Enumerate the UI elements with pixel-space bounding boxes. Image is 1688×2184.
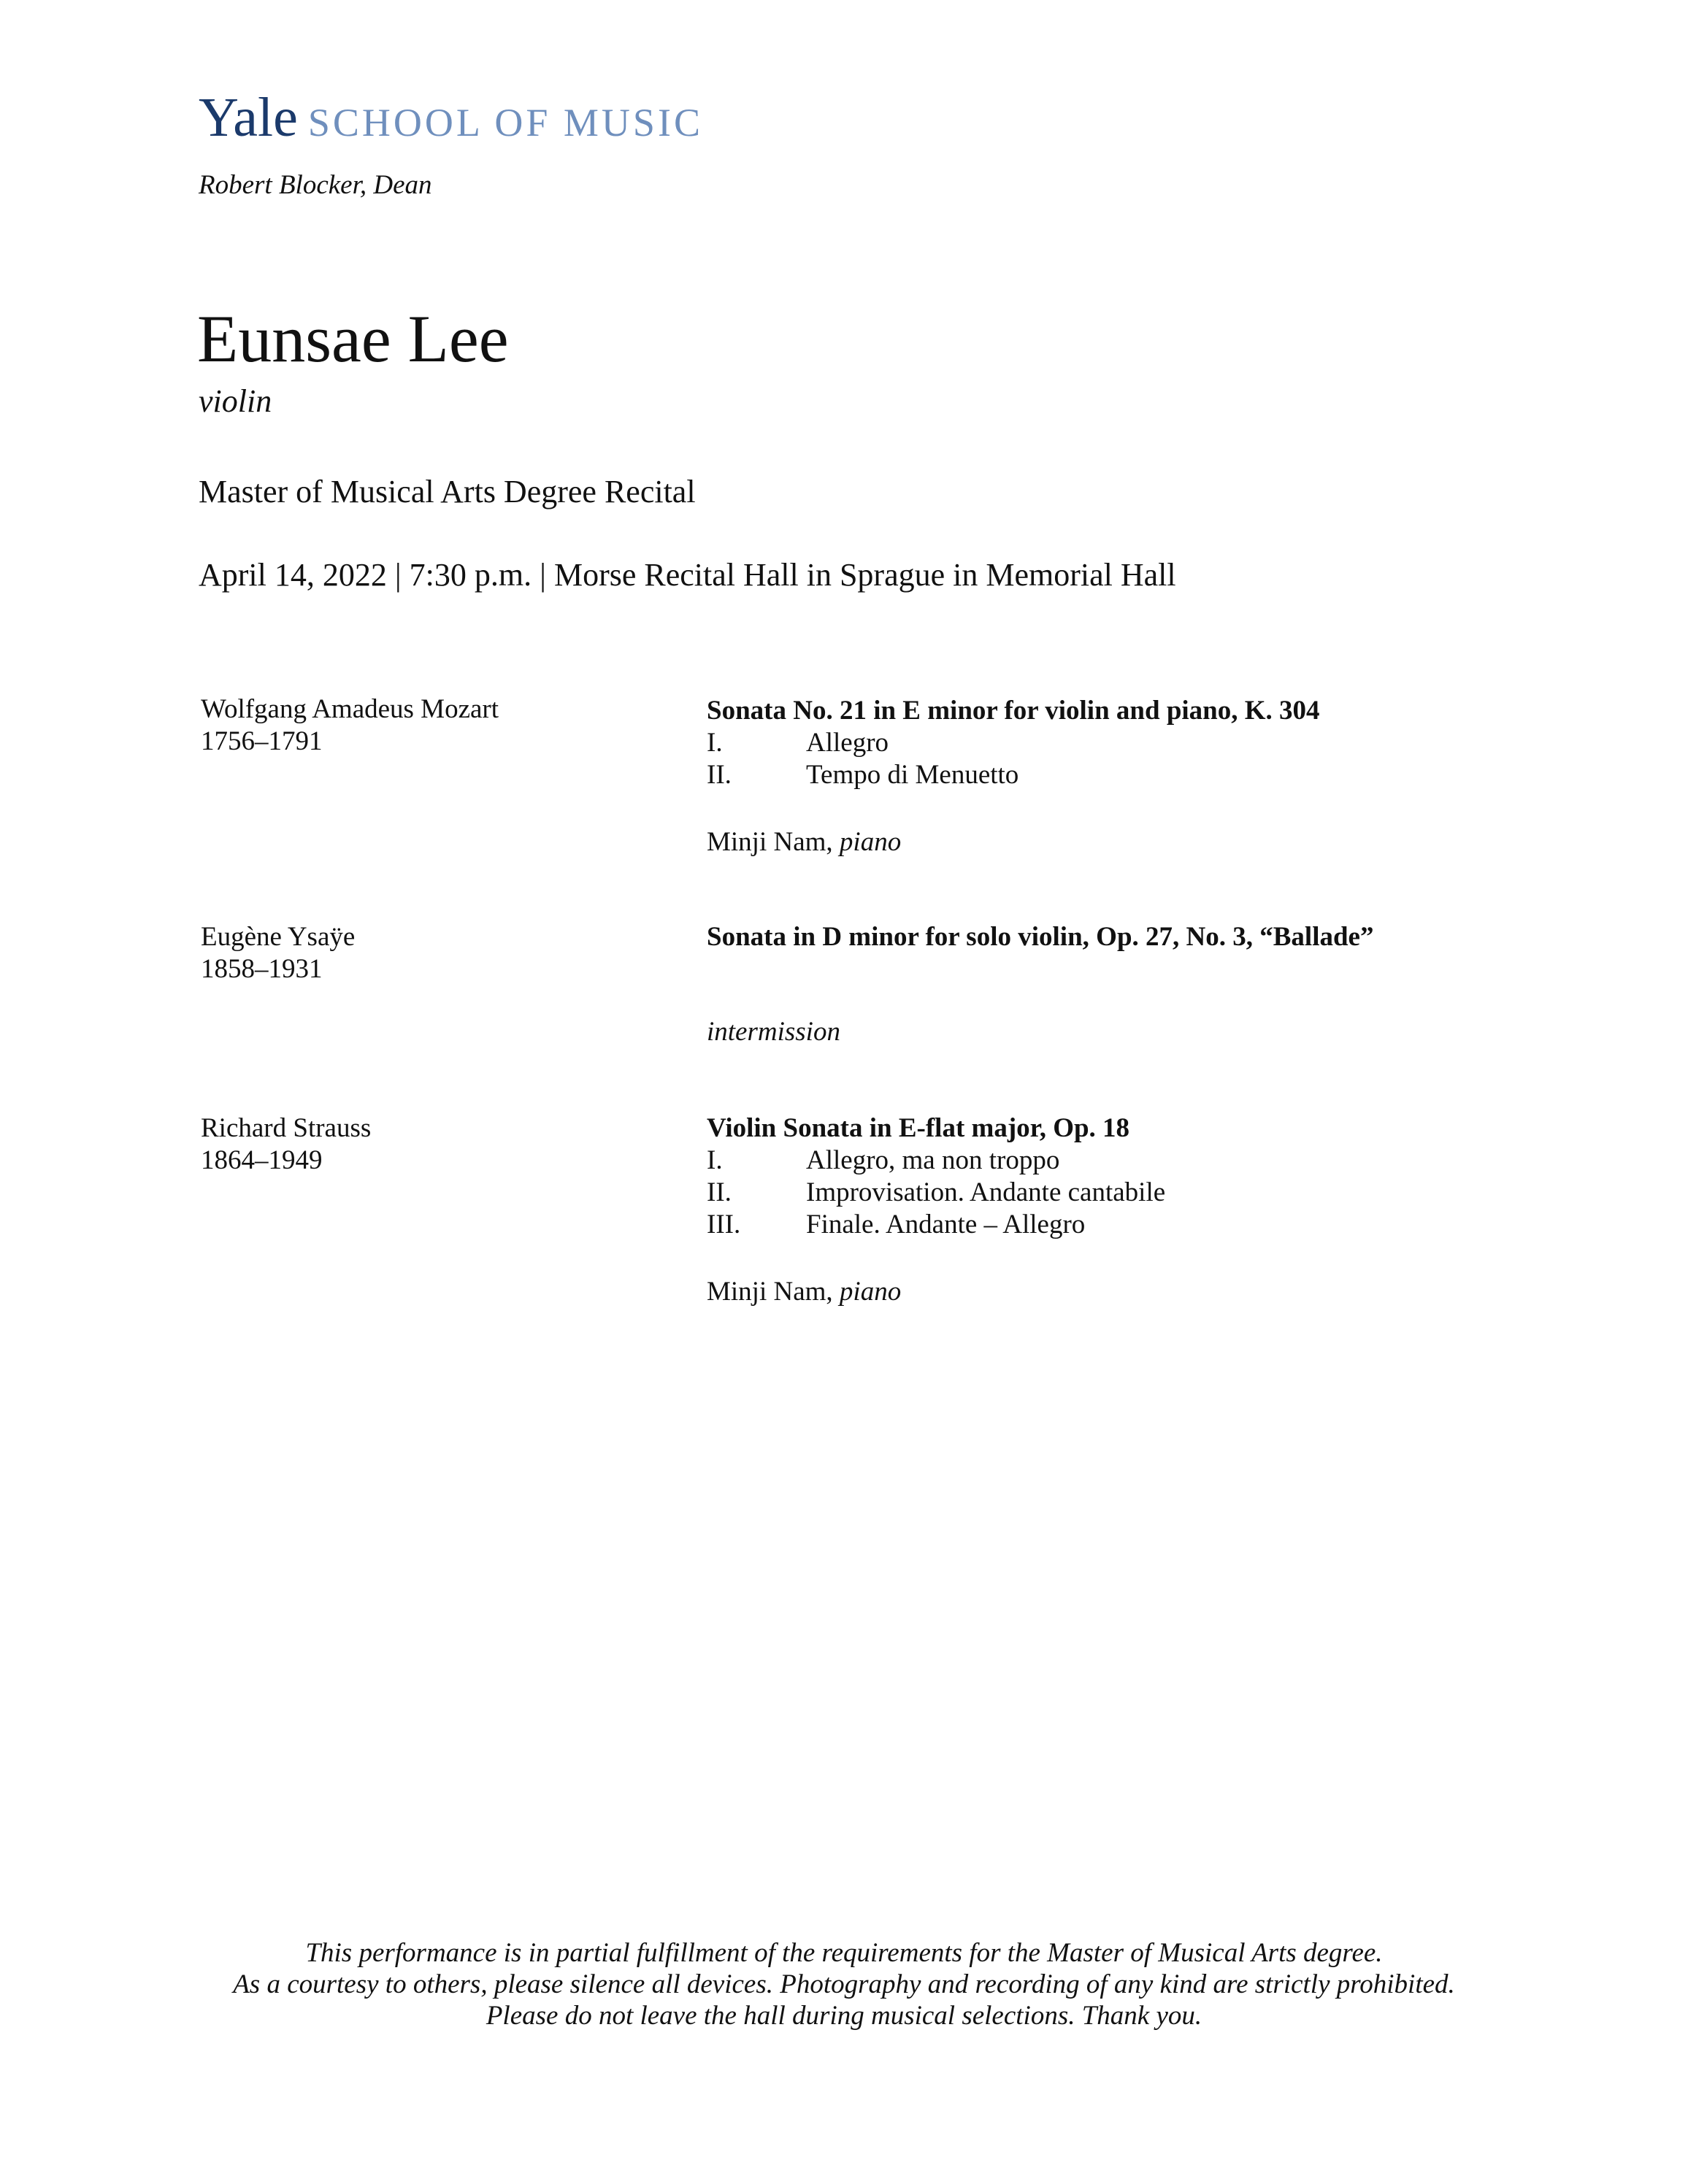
movement-name: Improvisation. Andante cantabile — [806, 1177, 1166, 1207]
movement-number: I. — [707, 728, 723, 758]
composer-name: Wolfgang Amadeus Mozart — [201, 694, 499, 724]
composer-name: Eugène Ysaÿe — [201, 922, 356, 952]
movement — [707, 1209, 1165, 1241]
movement — [707, 759, 1320, 791]
collaborator-role: piano — [839, 1277, 902, 1307]
movement-number: II. — [707, 1177, 732, 1207]
event-date-time-venue: April 14, 2022 | 7:30 p.m. | Morse Recital Hall in Sprague in Memorial Hall — [199, 557, 1176, 593]
yale-school-of-music-logo — [199, 86, 703, 150]
movement-name: Allegro, ma non troppo — [806, 1145, 1060, 1175]
work-title: Violin Sonata in E-flat major, Op. 18 — [707, 1113, 1130, 1143]
work-block-mozart — [707, 695, 1320, 791]
recital-type: Master of Musical Arts Degree Recital — [199, 474, 696, 510]
movement — [707, 1145, 1165, 1177]
movement-name: Finale. Andante – Allegro — [806, 1210, 1086, 1239]
movement-name: Tempo di Menuetto — [806, 760, 1019, 790]
performer-instrument: violin — [199, 383, 272, 419]
work-title: Sonata in D minor for solo violin, Op. 27, No. 3, “Ballade” — [707, 922, 1374, 952]
work-block-strauss — [707, 1112, 1165, 1241]
footer-notice — [0, 1937, 1688, 2031]
logo-school-of-music: SCHOOL OF MUSIC — [307, 101, 703, 145]
work-title: Sonata No. 21 in E minor for violin and piano, K. 304 — [707, 696, 1320, 726]
intermission-label: intermission — [707, 1017, 840, 1047]
performer-name: Eunsae Lee — [197, 301, 509, 376]
composer-block-strauss — [201, 1112, 371, 1177]
collaborator-mozart — [707, 826, 901, 858]
footer-line-hall: Please do not leave the hall during musical selections. Thank you. — [486, 2001, 1202, 2031]
footer-line-devices: As a courtesy to others, please silence all devices. Photography and recording of any kind are strictly prohibited. — [233, 1969, 1455, 1999]
collaborator-role: piano — [839, 827, 902, 857]
work-block-ysaye — [707, 921, 1373, 953]
composer-name: Richard Strauss — [201, 1113, 372, 1143]
logo-yale: Yale — [199, 87, 298, 148]
collaborator-name: Minji Nam, — [707, 827, 840, 857]
composer-block-ysaye — [201, 921, 355, 985]
composer-dates: 1864–1949 — [201, 1145, 323, 1175]
movement — [707, 1177, 1165, 1209]
composer-block-mozart — [201, 693, 499, 758]
movement-number: III. — [707, 1210, 741, 1239]
movement — [707, 727, 1320, 759]
collaborator-strauss — [707, 1276, 901, 1307]
movement-number: II. — [707, 760, 732, 790]
composer-dates: 1756–1791 — [201, 726, 323, 756]
footer-line-degree: This performance is in partial fulfillment of the requirements for the Master of Musical Arts degree. — [305, 1938, 1383, 1968]
dean-line: Robert Blocker, Dean — [199, 170, 432, 200]
collaborator-name: Minji Nam, — [707, 1277, 840, 1307]
movement-number: I. — [707, 1145, 723, 1175]
movement-name: Allegro — [806, 728, 889, 758]
composer-dates: 1858–1931 — [201, 954, 323, 984]
